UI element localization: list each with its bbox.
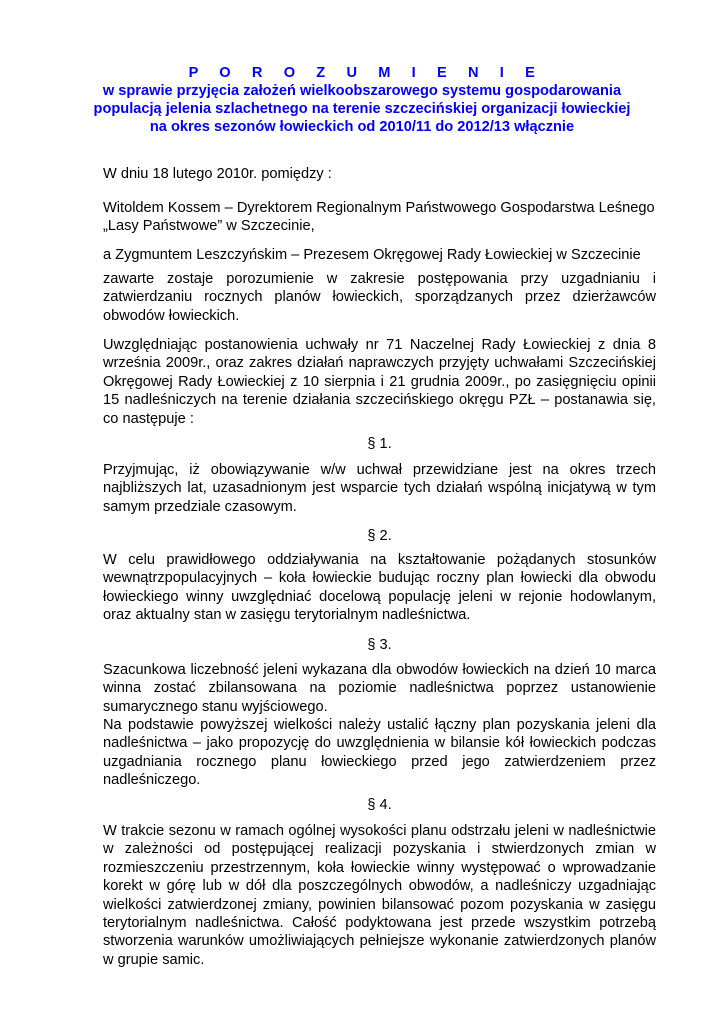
section-3-text-2: Na podstawie powyższej wielkości należy ustalić łączny plan pozyskania jeleni dla nadleśnictwa – jako propozycję do uwzględnienia w bilansie kół łowieckich podczas uzgadniania rocznego planu łowieckiego przed jego zatwierdzeniem przez nadleśniczego. [103, 717, 656, 789]
section-4-sign: § 4. [367, 797, 392, 813]
subtitle-line-3: na okres sezonów łowieckich od 2010/11 do 2012/13 włącznie [149, 119, 575, 135]
document-header [60, 64, 664, 136]
party-1-line-1: Witoldem Kossem – Dyrektorem Regionalnym Państwowego Gospodarstwa Leśnego [103, 200, 655, 216]
section-3-text: Szacunkowa liczebność jeleni wykazana dla obwodów łowieckich na dzień 10 marca winna zostać zbilansowana na poziomie nadleśnictwa poprzez ustanowienie sumarycznego stanu wyjściowego. [103, 662, 656, 715]
subtitle-line-1: w sprawie przyjęcia założeń wielkoobszarowego systemu gospodarowania [102, 83, 622, 99]
party-1-line-2: „Lasy Państwowe” w Szczecinie, [103, 218, 315, 235]
section-1-text: Przyjmując, iż obowiązywanie w/w uchwał przewidziane jest na okres trzech najbliższych lat, uzasadnionym jest wsparcie tych działań wspólną inicjatywą w tym samym przedziale czasowym. [103, 462, 656, 515]
section-2-text: W celu prawidłowego oddziaływania na kształtowanie pożądanych stosunków wewnątrzpopulacyjnych – koła łowieckie budując roczny plan łowiecki dla obwodu łowieckiego winny uwzględniać docelową populację jeleni w rejonie hodowlanym, oraz aktualny stan w zasięgu terytorialnym nadleśnictwa. [103, 552, 656, 624]
subtitle-line-2: populacją jelenia szlachetnego na terenie szczecińskiej organizacji łowieckiej [93, 101, 631, 117]
party-2: a Zygmuntem Leszczyńskim – Prezesem Okręgowej Rady Łowieckiej w Szczecinie [103, 247, 641, 263]
date-line: W dniu 18 lutego 2010r. pomiędzy : [103, 166, 332, 182]
intro-paragraph: zawarte zostaje porozumienie w zakresie postępowania przy uzgadnianiu i zatwierdzaniu rocznych planów łowieckich, sporządzanych przez dzierżawców obwodów łowieckich. [103, 271, 656, 324]
section-3-sign: § 3. [367, 637, 392, 653]
section-4-text: W trakcie sezonu w ramach ogólnej wysokości planu odstrzału jeleni w nadleśnictwie w zależności od postępującej realizacji pozyskania i stwierdzonych zmian w rozmieszczeniu przestrzennym, koła łowieckie winny występować o wprowadzanie korekt w górę lub w dół dla poszczególnych obwodów, a nadleśniczy uzgadniając wielkości zatwierdzonej zmiany, powinien bilansować pozom pozyskania w zasięgu terytorialnym nadleśnictwa. Całość podyktowana jest przede wszystkim potrzebą stworzenia warunków umożliwiających pełniejsze wykonanie zatwierdzonych planów w grupie samic. [103, 823, 656, 968]
preamble-paragraph: Uwzględniając postanowienia uchwały nr 71 Naczelnej Rady Łowieckiej z dnia 8 września 2009r., oraz zakres działań naprawczych przyjęty uchwałami Szczecińskiej Okręgowej Rady Łowieckiej z 10 sierpnia i 21 grudnia 2009r., po zasięgnięciu opinii 15 nadleśniczych na terenie działania szczecińskiego okręgu PZŁ – postanawia się, co następuje : [103, 337, 656, 427]
document-title: P O R O Z U M I E N I E [188, 65, 544, 81]
party-1 [103, 199, 656, 236]
section-2-sign: § 2. [367, 528, 392, 544]
section-1-sign: § 1. [367, 436, 392, 452]
